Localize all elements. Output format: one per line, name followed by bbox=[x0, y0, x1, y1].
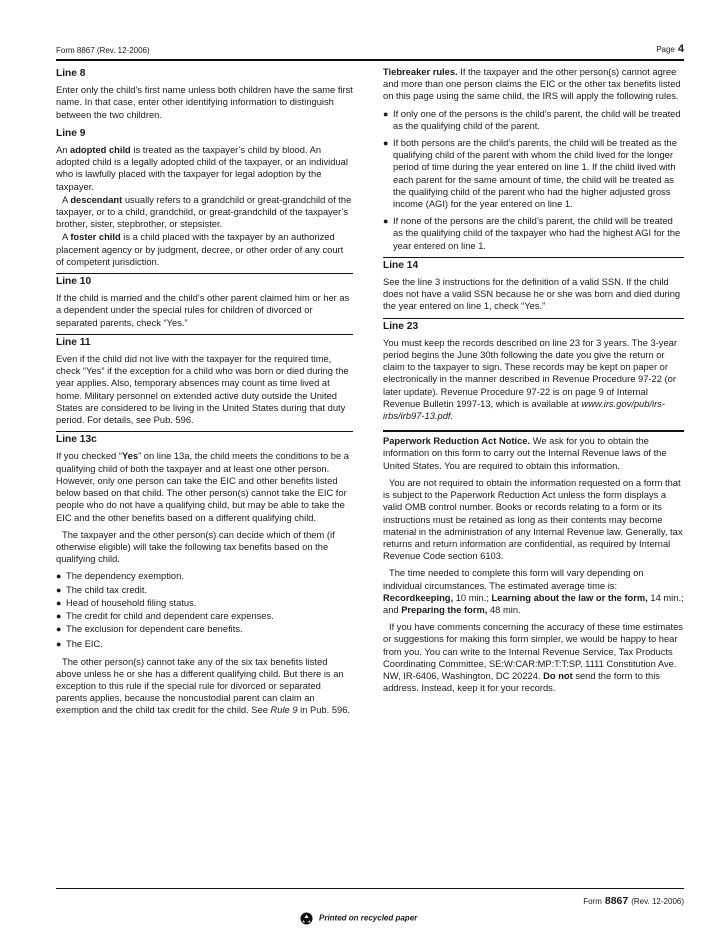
paperwork-p3: The time needed to complete this form will vary depending on individual circumstances. The estimated average time is: Recordkeeping, 10 min.; Learning about the law or the form, 14 min.; and Preparing the form, 48 min. bbox=[383, 568, 684, 615]
paperwork-p1: Paperwork Reduction Act Notice. We ask for you to obtain the information on this form to carry out the Internal Revenue laws of the United States. You are required to obtain this information. bbox=[383, 436, 667, 471]
line13c-p2: The taxpayer and the other person(s) can decide which of them (if otherwise eligible) will take the following tax benefits based on the qualifying child. bbox=[56, 529, 335, 565]
bullet-icon: ● bbox=[56, 584, 62, 595]
bullet-icon: ● bbox=[56, 639, 62, 650]
recycle-icon bbox=[300, 912, 313, 925]
benefit-item: ● Head of household filing status. bbox=[56, 597, 197, 608]
recycled-notice: Printed on recycled paper bbox=[300, 912, 417, 925]
bullet-icon: ● bbox=[383, 108, 389, 119]
line8-heading: Line 8 bbox=[56, 68, 86, 79]
footer-rule bbox=[56, 888, 684, 889]
bullet-icon: ● bbox=[56, 571, 62, 582]
line9-adopted: An adopted child is treated as the taxpayer’s child by blood. An adopted child is a legally adopted child of the taxpayer, or an individual who is lawfully placed with the taxpayer for legal adoption by the taxpayer. bbox=[56, 145, 348, 192]
paperwork-notice bbox=[383, 430, 684, 694]
benefit-item: ● The EIC. bbox=[56, 639, 103, 650]
right-column bbox=[383, 66, 684, 699]
left-column bbox=[56, 66, 353, 722]
line9-foster: A foster child is a child placed with the taxpayer by an authorized placement agency or by judgment, decree, or other order of any court of competent jurisdiction. bbox=[56, 232, 344, 267]
line9-descendant: A descendant usually refers to a grandchild or great-grandchild of the taxpayer, or to a child, grandchild, or great-grandchild of the taxpayer’s brother, sister, stepbrother, or stepsister. bbox=[56, 194, 352, 230]
bullet-icon: ● bbox=[56, 610, 62, 621]
bullet-icon: ● bbox=[383, 138, 389, 149]
page-number: Page 4 bbox=[656, 43, 684, 55]
line9-heading: Line 9 bbox=[56, 127, 86, 139]
bullet-icon: ● bbox=[56, 597, 62, 608]
paperwork-p4: If you have comments concerning the accuracy of these time estimates or suggestions for making this form simpler, we would be happy to hear from you. You can write to the Internal Revenue Service, Tax Products Coordinating Committee, SE:W:CAR:MP:T:T:SP, 1111 Constitution Ave. NW, IR-6406, Washington, DC 20224. Do not send the form to this address. Instead, keep it for your records. bbox=[383, 622, 683, 694]
tiebreaker-rule: ● If only one of the persons is the child’s parent, the child will be treated as the qualifying child of the parent. bbox=[383, 108, 681, 131]
line13c-p1: If you checked “Yes” on line 13a, the child meets the conditions to be a qualifying child of both the taxpayer and at least one other person. However, only one person can take the EIC and other benefits listed below based on that child. The other person(s) cannot take the EIC for people who do not have a qualifying child, but may be able to take the EIC and the other benefits based on a different qualifying child. bbox=[56, 451, 349, 523]
tiebreaker-intro: Tiebreaker rules. If the taxpayer and the other person(s) cannot agree and more than one person claims the EIC or the other tax benefits listed on this page using the same child, the IRS will apply the following rules. bbox=[383, 67, 681, 102]
line13c-p3: The other person(s) cannot take any of the six tax benefits listed above unless he or she has a different qualifying child. But there is an exception to this rule if the special rule for divorced or separated parents applies, because the noncustodial parent can claim an exemption and the child tax credit for the child. See Rule 9 in Pub. 596. bbox=[56, 656, 350, 716]
benefit-item: ● The child tax credit. bbox=[56, 584, 148, 595]
line10-text: If the child is married and the child’s other parent claimed him or her as a dependent under the special rules for children of divorced or separated parents, check “Yes.” bbox=[56, 293, 350, 328]
benefits-list bbox=[56, 570, 353, 650]
bullet-icon: ● bbox=[56, 624, 62, 635]
footer-form-id: Form 8867 (Rev. 12-2006) bbox=[583, 895, 684, 907]
line13c-heading: Line 13c bbox=[56, 431, 353, 446]
irb-link: www.irs.gov/pub/irs-irbs/irb97-13.pdf. bbox=[383, 398, 666, 422]
line8-text: Enter only the child’s first name unless both children have the same first name. In that case, enter other identifying information to distinguish between the two children. bbox=[56, 85, 353, 120]
bullet-icon: ● bbox=[383, 216, 389, 227]
benefit-item: ● The exclusion for dependent care benefits. bbox=[56, 624, 243, 635]
line23-text: You must keep the records described on line 23 for 3 years. The 3-year period begins the June 30th following the date you give the return or claim to the taxpayer to sign. These records may be kept on paper or electronically in the manner described in Revenue Procedure 97-22 (or later update). Revenue Procedure 97-22 is on page 9 of Internal Revenue Bulletin 1997-13, which is available at www.irs.gov/pub/irs-irbs/irb97-13.pdf. bbox=[383, 337, 677, 422]
line23-heading: Line 23 bbox=[383, 318, 684, 333]
line11-heading: Line 11 bbox=[56, 334, 353, 349]
line14-heading: Line 14 bbox=[383, 257, 684, 272]
line10-heading: Line 10 bbox=[56, 273, 353, 288]
tiebreaker-rule: ● If both persons are the child’s parents, the child will be treated as the qualifying child of the parent with whom the child lived for the longer period of time during the year entered on line 1. If the child lived with each parent for the same amount of time, the child will be treated as the qualifying child of the parent who had the higher adjusted gross income (AGI) for the year entered on line 1. bbox=[383, 138, 677, 210]
line11-text: Even if the child did not live with the taxpayer for the required time, check “Yes” if the exception for a child who was born or died during the year applies. Also, temporary absences may count as time lived at home. Military personnel on extended active duty outside the United States are considered to be living in the United States during that duty period. For details, see Pub. 596. bbox=[56, 354, 349, 426]
form-id: Form 8867 (Rev. 12-2006) bbox=[56, 46, 150, 55]
line14-text: See the line 3 instructions for the definition of a valid SSN. If the child does not have a valid SSN because he or she was born and died during the year entered on line 1, check “Yes.” bbox=[383, 277, 681, 312]
header-rule bbox=[56, 59, 684, 61]
benefit-item: ● The credit for child and dependent care expenses. bbox=[56, 610, 274, 621]
benefit-item: ● The dependency exemption. bbox=[56, 571, 184, 582]
tiebreaker-rule: ● If none of the persons are the child’s parent, the child will be treated as the qualifying child of the taxpayer who had the highest AGI for the year entered on line 1. bbox=[383, 216, 681, 251]
page-header bbox=[56, 43, 684, 57]
paperwork-p2: You are not required to obtain the information requested on a form that is subject to the Paperwork Reduction Act unless the form displays a valid OMB control number. Books or records relating to a form or its instructions must be retained as long as their contents may become material in the administration of any Internal Revenue law. Generally, tax returns and return information are confidential, as required by Internal Revenue Code section 6103. bbox=[383, 477, 683, 562]
